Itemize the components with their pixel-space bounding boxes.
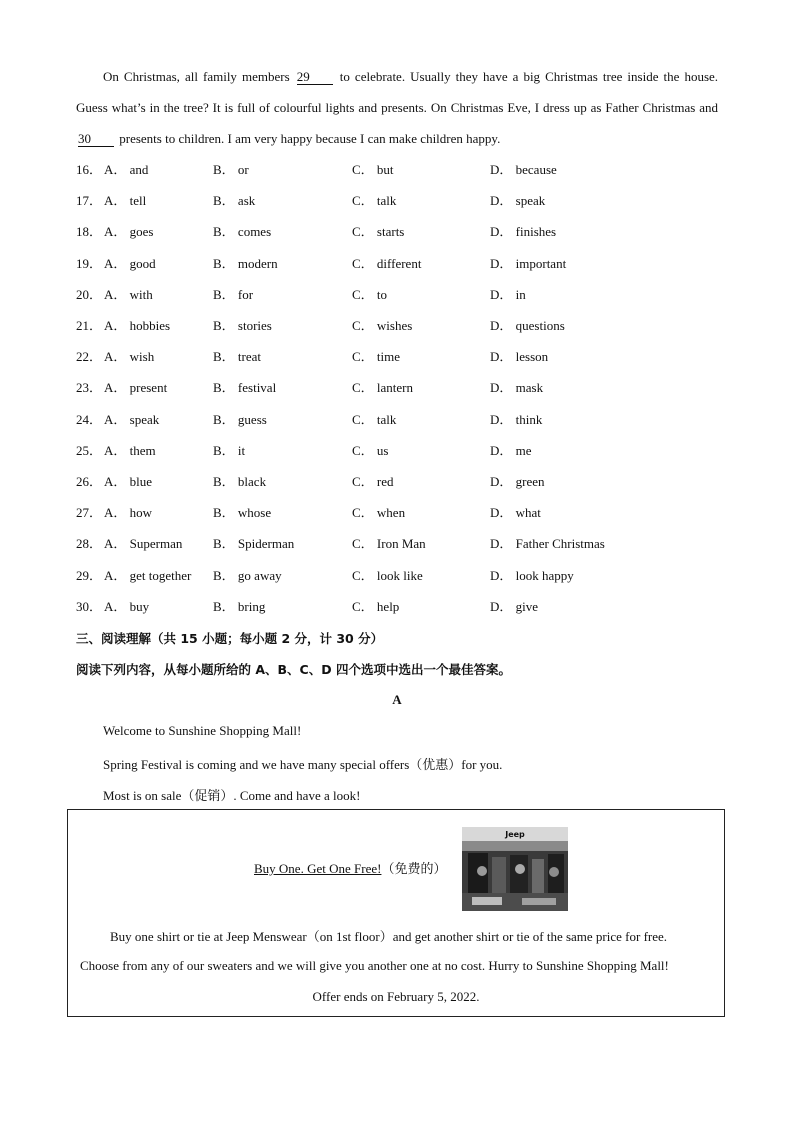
passage-a-line-3: Most is on sale（促销）. Come and have a look! [103,788,361,803]
option-d: D． give [490,598,539,614]
option-d: D． important [490,255,567,271]
ad-heading-zh: （免费的） [381,861,447,876]
option-d: D． mask [490,380,544,396]
question-row [76,472,736,492]
option-b: B． whose [213,505,272,521]
option-a: A． how [104,505,153,521]
question-number: 20． [76,286,103,302]
question-number: 29． [76,567,103,583]
option-c: C． talk [352,193,397,209]
option-d: D． finishes [490,224,557,240]
question-row [76,285,736,305]
question-row [76,534,736,554]
question-row [76,160,736,180]
option-c: C． help [352,598,400,614]
option-b: B． Spiderman [213,536,295,552]
option-b: B． guess [213,411,267,427]
question-row [76,316,736,336]
store-photo-image [462,827,568,911]
option-a: A． blue [104,474,153,489]
question-number: 25． [76,442,103,458]
option-b: B． modern [213,255,278,271]
option-c: C． to [352,286,388,302]
question-row [76,254,736,274]
option-a: A． wish [104,349,155,365]
option-d: D． questions [490,318,565,333]
blank-30: 30 [78,132,114,147]
option-d: D． look happy [490,567,574,583]
option-c: C． time [352,349,401,365]
option-a: A． goes [104,224,154,240]
question-number: 24． [76,411,103,427]
passage-text-3: presents to children. I am very happy because I can make children happy. [119,131,501,146]
option-b: B． comes [213,224,272,240]
question-number: 28． [76,536,103,552]
option-a: A． speak [104,411,160,427]
option-c: C． but [352,162,394,177]
question-row [76,347,736,367]
question-number: 30． [76,598,103,614]
option-a: A． Superman [104,536,183,552]
question-row [76,503,736,523]
cloze-passage-paragraph [76,61,718,154]
blank-29: 29 [297,70,333,85]
option-d: D． because [490,162,557,177]
option-c: C． wishes [352,318,413,333]
option-a: A． get together [104,567,192,583]
question-number: 27． [76,505,103,521]
passage-text-1: On Christmas, all family members [103,69,290,84]
passage-a-line-2: Spring Festival is coming and we have many special offers（优惠）for you. [103,757,503,772]
option-b: B． ask [213,193,256,209]
store-photo [462,827,568,911]
option-d: D． speak [490,193,546,209]
option-b: B． or [213,162,249,177]
question-number: 16． [76,162,103,177]
option-b: B． bring [213,598,266,614]
ad-text-3: Offer ends on February 5, 2022. [312,989,480,1004]
photo-sign-text: Jeep [505,830,525,839]
option-d: D． lesson [490,349,549,365]
ad-heading [254,858,446,877]
option-d: D． what [490,505,541,521]
question-number: 26． [76,474,103,489]
option-c: C． us [352,442,389,458]
option-a: A． present [104,380,168,396]
option-d: D． Father Christmas [490,536,605,552]
option-b: B． for [213,286,254,302]
option-b: B． stories [213,318,272,333]
option-b: B． it [213,442,246,458]
question-number: 23． [76,380,103,396]
option-c: C． Iron Man [352,536,426,552]
option-a: A． buy [104,598,150,614]
question-row [76,441,736,461]
option-c: C． starts [352,224,405,240]
option-b: B． black [213,474,267,489]
option-b: B． treat [213,349,262,365]
section-instruction: 阅读下列内容，从每小题所给的 A、B、C、D 四个选项中选出一个最佳答案。 [76,662,511,677]
question-number: 21． [76,318,103,333]
ad-text-1: Buy one shirt or tie at Jeep Menswear（on 1st floor）and get another shirt or tie of the same price for free. [110,929,668,944]
ad-heading-text: Buy One. Get One Free! [254,861,382,876]
option-c: C． lantern [352,380,414,396]
option-b: B． go away [213,567,282,583]
question-row [76,410,736,430]
passage-a-line-1: Welcome to Sunshine Shopping Mall! [103,723,302,738]
question-number: 17． [76,193,103,209]
option-c: C． talk [352,411,397,427]
question-number: 18． [76,224,103,240]
option-b: B． festival [213,380,277,396]
question-number: 22． [76,349,103,365]
option-a: A． tell [104,193,147,209]
question-row [76,222,736,242]
option-c: C． different [352,255,422,271]
option-d: D． green [490,474,545,489]
passage-label: A [392,692,402,707]
option-a: A． hobbies [104,318,171,333]
question-row [76,566,736,586]
option-a: A． good [104,255,156,271]
option-c: C． red [352,474,394,489]
option-c: C． when [352,505,406,521]
option-d: D． think [490,411,543,427]
option-c: C． look like [352,567,423,583]
question-row [76,597,736,617]
option-a: A． and [104,162,149,177]
question-row [76,378,736,398]
question-number: 19． [76,255,103,271]
option-d: D． me [490,442,532,458]
passage-text-2: to celebrate. Usually they have a big Christmas tree inside the house. Guess what’s in the tree? It is full of colourful lights and presents. On Christmas Eve, I dress up as Father Christmas and [76,69,719,115]
ad-text-2: Choose from any of our sweaters and we will give you another one at no cost. Hurry to Sunshine Shopping Mall! [80,958,669,973]
option-a: A． with [104,286,153,302]
option-a: A． them [104,442,156,458]
question-row [76,191,736,211]
advertisement-box [67,809,725,1017]
section-title: 三、阅读理解（共 15 小题；每小题 2 分，计 30 分） [76,631,384,646]
option-d: D． in [490,286,526,302]
